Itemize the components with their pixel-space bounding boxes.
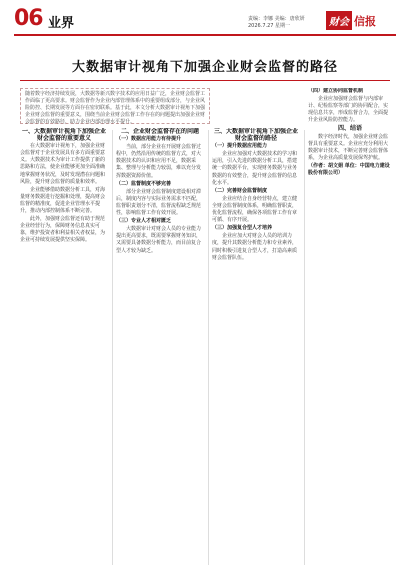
paragraph: 部分企业财会监督制度建设相对滞后，制度内容与实际业务需求不匹配，监督职责划分不清，监督流程缺乏规范性，影响监督工作有效开展。 <box>116 188 202 217</box>
section-heading-1: 一、大数据审计视角下加强企业财会监督的重要意义 <box>21 128 106 143</box>
subheading: （二）监督制度不够完善 <box>116 180 172 187</box>
section-heading-4: 四、结语 <box>337 125 362 133</box>
subheading: （四）建立协同监督机制 <box>308 88 364 94</box>
column-divider <box>304 130 305 565</box>
paragraph: 大数据审计对财会人员的专业能力提出更高要求，既需要掌握财务知识，又需要具备数据分析能力，而目前复合型人才较为缺乏。 <box>116 226 202 254</box>
paragraph: 企业应加强对大数据技术的学习和运用，引入先进的数据分析工具，搭建统一的数据平台，实现财务数据与业务数据的有效整合，提升财会监督的信息化水平。 <box>212 151 298 186</box>
section-title: 业界 <box>48 16 75 31</box>
column-2 <box>116 128 204 568</box>
section-heading-2: 二、企业财会监督存在的问题 <box>120 128 199 135</box>
page-header <box>0 0 410 38</box>
author-credit: （作者：胡文娟 单位：中国电力建设股份有限公司） <box>308 162 390 177</box>
date-line: 2026.7.27 星期一 <box>248 22 291 29</box>
paragraph: 数字经济时代，加强企业财会监督具有重要意义。企业应充分利用大数据审计技术，不断完善财会监督体系，为企业高质量发展保驾护航。 <box>308 133 389 161</box>
paragraph: 企业应结合自身经营特点，建立健全财会监督制度体系，明确监督职责，优化监督流程，确保各项监督工作有章可循、有序开展。 <box>212 195 298 224</box>
article-title: 大数据审计视角下加强企业财会监督的路径 <box>71 60 338 75</box>
page-number: 06 <box>14 6 43 31</box>
paragraph: 企业应加大对财会人员的培训力度，提升其数据分析能力和专业素养，同时积极引进复合型人才，打造高素质财会监督队伍。 <box>212 233 298 261</box>
column-divider <box>112 130 113 565</box>
column-3 <box>212 128 300 568</box>
column-divider <box>208 130 209 565</box>
title-divider <box>20 80 390 81</box>
header-rule <box>14 34 396 36</box>
subheading: （二）完善财会监督制度 <box>212 187 268 194</box>
section-heading-3: 三、大数据审计视角下加强企业财会监督的路径 <box>213 128 298 143</box>
editor-info <box>248 16 305 29</box>
subheading: （一）数据应用能力有待提升 <box>116 136 182 143</box>
logo-part1: 财会 <box>326 11 352 30</box>
paragraph: 企业能够借助数据分析工具，对海量财务数据进行挖掘和处理，提高财会监督的精准度，促进企业管理水平提升，推动内部控制体系不断完善。 <box>20 186 106 215</box>
subheading: （三）加强复合型人才培养 <box>212 225 273 232</box>
article-abstract: 随着数字经济持续发展，大数据等新兴数字技术的应用日益广泛，企业财会监督工作面临了更高要求。财会监督作为企业内部管理体系中的重要组成部分，与企业风险防控、长期发展等方面存在密切联系。基于此，本文分析大数据审计视角下加强企业财会监督的重要意义，围绕当前企业财会监督工作存在的问题提出加强企业财会监督的有效路径，助力企业内部治理水平提升。 <box>20 88 210 124</box>
logo-part2: 信报 <box>354 15 376 28</box>
paragraph: 此外，加强财会监督还有助于规范企业经营行为，保障财务信息真实可靠，维护投资者和利益相关者权益，为企业可持续发展提供坚实保障。 <box>20 216 106 244</box>
subheading: （一）提升数据应用能力 <box>212 143 268 150</box>
newspaper-logo <box>326 10 388 28</box>
paragraph: 当前，部分企业在开展财会监督过程中，仍然沿用传统的监督方式，对大数据技术的认识和应用不足，数据采集、整理与分析能力较弱，难以充分发挥数据资源价值。 <box>116 144 202 179</box>
subheading: （三）专业人才相对匮乏 <box>116 218 172 225</box>
paragraph: 企业应加强财会监督与内部审计、纪检监察等部门的协同配合，实现信息共享，形成监督合力，全面提升企业风险防控能力。 <box>308 96 389 124</box>
column-1 <box>20 128 108 568</box>
column-4 <box>308 88 392 568</box>
paragraph: 在大数据审计视角下，加强企业财会监督对于企业发展具有多方面重要意义。大数据技术为审计工作提供了新的思路和方法，使企业能够更加全面准确地掌握财务状况，及时发现潜在问题和风险，提升财会监督的质量和效率。 <box>20 143 106 185</box>
editor-line: 责编：李娜 美编：唐欣妍 <box>248 16 305 22</box>
